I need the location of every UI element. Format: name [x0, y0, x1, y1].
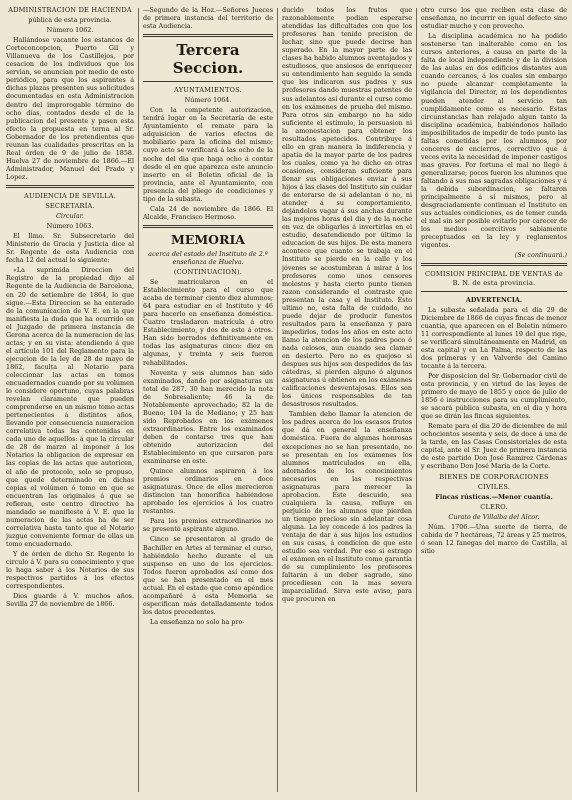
notice-body: Con la competente autorizacion, tendrá lugar en la Secretaría de este Ayuntamiento el remate para la adquisicion de varios efectos de mobiliario para la oficina del mismo; cuyo acto se verificará á las ocho de la noche del dia que haga ocho á contar desde el en que aparezca este anuncio inserto en el Boletin oficial de la provincia, ante el Ayuntamiento, con presencia del pliego de condiciones y tipo de la subasta. [143, 106, 273, 203]
section-subheading: CIVILES. [477, 482, 511, 491]
article-paragraph: La disciplina académica no ha podido sostenerse tan inalterable como en los cursos anteriores, á causa en parte de la falta de local independiente y de la division de las aulas en dos edificios distantes aun cuando cercanos, á los cuales sin embargo no puede alcanzar completamente la vigilancia del Director, ni los dependientes pueden atender al servicio tan cumplidamente como es necesario. Estas circunstancias han relajado algun tanto la disciplina académica, habiéndonos hallado imposibilitados de impedir de todo punto las faltas cometidas por los alumnos, por conceres de encierros, correctivo que á veces evita la necesidad de imponer castigos mas graves. Por fortuna el mal no llegó á generalizarse; pocos fueron los alumnos que faltando á sus mas sagradas obligaciones y á la debida subordinacion, se faltaron principalmente á sí mismos, pero al desgraciadamente continuan el Instituto en sus actuales condiciones, es de temer cunda el mal sin ser posible evitarlo por carecer de los medios coercitivos sabiamente preceptuados en la ley y reglamentos vigentes. [421, 32, 567, 250]
article-paragraph: La enseñanza no solo ha pro- [150, 617, 245, 626]
article-paragraph: Para los premios extraordinarios no se presentó aspirante alguno. [143, 517, 273, 534]
article-title: MEMORIA [170, 231, 246, 247]
section-heading: COMISION PRINCIPAL DE VENTAS de B. N. de esta provincia. [425, 270, 563, 287]
section-subheading: pública de esta provincia. [28, 16, 112, 25]
notice-body: Hallándose vacante los estancos de Corteconcepcion, Puerto Gil y Villanueva de los Castillejos, por cesacion de los individuos que los servian, se anuncian por medio de este periódico, para que los aspirantes á dichas plazas presenten sus solicitudes documentadas en esta Administracion dentro del improrogable término de ocho días, contados desde el de la publicacion del presente y pasen esta efecto la propuesta en terna al Sr. Gobernador de los pretendientes que reunan las cualidades prescritas en la Real órden de 9 de julio de 1858. Huelva 27 de noviembre de 1866.—El Administrador, Manuel del Prado y Lopez. [6, 36, 134, 181]
section-subheading: Circular. [56, 212, 84, 221]
column-4 [421, 6, 567, 798]
article-paragraph: Tambien debo llamar la atencion de los padres acerca de los escasos frutos que dá en general la enseñanza doméstica. Fuera de algunas honrosas excepciones no se han presentado, no se presentan en los exámenes los alumnos matriculados en ella, adornados de los conocimientos necesarios en las respectivas asignaturas para merecer la aprobacion. Este descuido, sea cualquiera la causa, refluye en perjuicio de los alumnos que pierden un tiempo precioso sin adelantar cosa alguna. La ley concede á los padres la ventaja de dar á sus hijos los estudios en sus casas, á condicion de que este estudio sea verdad. Por eso si estrago el exámen en el Instituto como garantía de su cumplimiento los profesores faltarán á un deber sagrado, sino procediesen con la mas severa imparcialidad. Sirva este aviso, para que procuren en [282, 410, 412, 604]
article-paragraph: ducido todos los frutos que razonablemente podian esperarse atendidas las dificultades con que los profesores han tenido precision de luchar, sino que puede decirse han superado. En la mayor parte de las clases ha habido alumnos aventajados y estudiosos, que ansiosos de enriquecer su entendimiento han seguido la senda que les indicaron sus padres y sus profesores dando muestras patentes de sus adelantos así durante el curso como en los exámenes de prueba del mismo. Para otros sin embargo no ha sido suficiente el estímulo, la persuasion ni la amonestacion para obtener los resultados apetecidos. Contribuye á ello en gran manera la indiferencia y apatía de la mayor parte de los padres los cuales, como ya he dicho en otras ocasiones, consideran suficiente para llenar sus obligaciones enviar á sus hijos á las clases del Instituto sin cuidar de enterarse de si adelantan ó no, ni atender á su comportamiento, dejándolos vagar á sus anchas durante las mejores horas del dia y de la noche en vez de obligarles á invertirlas en el estudio, desatendiendo por último la educacion de sus hijos. De esta manera acontece que cuanto se trabaja en el Instituto se pierde en la calle y los jóvenes se acostumbran á mirar á los profesores como unos censores molestos y hasta cierto punto tienen razon considerando el contraste que presentan la casa y el Instituto. Esto ultimo no, esta falta de cuidado, no puede dejar de producir funestos resultados para la enseñanza y para impedirlos, todos los años en este acto llamo la atencion de los padres poco ó nada celosos, aun cuando sea clamar en desierto. Pero no es quejoso si despues sus hijos son despedidos de las cátedras, si pierden alguno ó algunos asignaturas ú obtienen en los exámenes calificaciones desventajosas. Ellos son los únicos responsables de tan desastrosos resultados. [282, 6, 412, 409]
section-subheading: Curato de Villalba del Alcor. [448, 512, 540, 521]
notice-body: «La suprimida Direccion del Registro de la propiedad dijo al Regente de la Audiencia de Barcelona, en 20 de setiembre de 1864, lo que sigue.—Esta Direccion se ha enterado de la comunicacion de V. E. en la que manifiesta la duda que ha ocurrido en el Juzgado de primera instancia de Gerona acerca de la numeracion de las actas; y en su vista: atendiendo á que el artículo 101 del Reglamento para la ejecucion de la ley de 28 de mayo de 1862, faculta al Notario para coleccionar las actas en tomos encuadernados cuando por su volúmen lo considere oportuno, cuyas palabras revelan claramente que pueden comprenderse en un mismo tomo actas pertenecientes á distintos años, llevando por consecuencia numeracion correlativa todas las contenidas en cada uno de aquellos: á que la circular de 28 de marzo al imponer á los Notarios la obligacion de expresar en las copias de las actas que autoricen, el año de protocolo, solo se propuso, que quede determinado en dichas copias el volúmen ó tomo en que se encuentran las originales á que se refieran, este centro directivo ha mandado se manifieste á V. E. que la numeracion de las actas ha de ser correlativa hasta tanto que el Notario juzgue conveniente formar de ellas un tomo encuadernado. [6, 266, 134, 548]
article-continuation: (Se continuará.) [514, 251, 567, 260]
section-heading: AUDIENCIA DE SEVILLA. [23, 191, 116, 200]
article-paragraph: Se matricularon en el Establecimiento para el curso que acaba de terminar ciento diez alumnos; 64 para estudiar en el Instituto y 46 para hacerlo en enseñanza doméstica. Cuatro trasladaron matrícula á otro Establecimiento, y dos de este á otros. Han sido borrados definitivamente en todas las asignaturas cinco: diez en algunas, y treinta y seis fueron rehabilitados. [143, 278, 273, 367]
column-rule [277, 8, 278, 792]
section-divider [6, 185, 134, 188]
section-subheading: ADVERTENCIA. [465, 295, 523, 304]
column-3 [282, 6, 412, 798]
section-divider [143, 34, 273, 37]
article-paragraph: Cinco se presentaron al grado de Bachiller en Artes al terminar el curso, habiéndolo hecho durante el un suspenso en uno de los ejercicios. Todos fueron aprobados así como dos que se han presentado en el mes actual. En el estado que como apéndice acompañaré á esta Memoria se especifican más detalladamente todos los datos precedentes. [143, 535, 273, 616]
section-divider [143, 225, 273, 228]
notice-body: Remate para el dia 20 de diciembre de mil ochocientos sesenta y seis, de doce á una de la tarde, en las Casas Consistoriales de esta capital, ante el Sr. Juez de primera instancia de este partido Don José Ramirez Cárdenas y escribano Don José María de la Corte. [421, 422, 567, 471]
column-2 [143, 6, 273, 798]
section-heading: BIENES DE CORPORACIONES [439, 472, 549, 481]
article-continuation: (CONTINUACION). [173, 267, 243, 276]
notice-body: El Ilmo. Sr. Subsecretario del Ministerio de Gracia y Justicia dice al Sr. Regente de esta Audiencia con fecha 12 del actual lo siguiente: [6, 232, 134, 265]
section-title: Tercera Seccion. [172, 41, 244, 78]
column-rule [416, 8, 417, 792]
section-heading: AYUNTAMIENTOS. [174, 86, 242, 95]
section-subheading: CLERO. [480, 502, 508, 511]
section-divider [421, 263, 567, 266]
article-paragraph: otro curso los que reciben esta clase de enseñanza, no incurrir en igual defecto sino estudiar mucho y con provecho. [421, 6, 567, 31]
notice-body: Y de órden de dicho Sr. Regente lo circulo á V. para su conocimiento y que lo haga saber á los Notarios de sus respectivos partidos á los efectos correspondientes. [6, 550, 134, 591]
notice-body: Dios guarde á V. muchos años. Sevilla 27 de noviembre de 1866. [6, 592, 134, 609]
column-rule [138, 8, 139, 792]
article-paragraph: Quince alumnos aspiraron á los premios ordinarios en doce asignaturas. Once de ellos merecieron distincion tan honorífica habiéndose aprobado los ejercicios á los cuatro restantes. [143, 467, 273, 516]
notice-number: Número 1064. [184, 96, 232, 105]
section-subheading: Fincas rústicas.—Menor cuantía. [435, 492, 553, 501]
article-subtitle: acerca del estado del Instituto de 2.ª enseñanza de Huelva. [148, 249, 268, 266]
article-paragraph: Noventa y seis alumnos han sido examinados, dando por asignaturas un total de 287. 30 han merecido la nota de Sobresaliente; 46 la de Notablemente aprovechado; 82 la de Bueno; 104 la de Mediano; y 25 han sido Reprobados en los exámenes extraordinarios. Entre los examinados deben de contarse tres que han obtenido autorizacion del Establecimiento en que cursaron para examinarse en este. [143, 368, 273, 466]
notice-number: Número 1062. [46, 26, 94, 35]
section-divider [143, 81, 273, 82]
notice-body: —Segundo de la Hoz.—Señores Jueces de primera instancia del territorio de esta Audiencia. [143, 6, 273, 31]
section-heading: ADMINISTRACION DE HACIENDA [8, 6, 132, 14]
notice-body: La subasta señalada para el dia 29 de Diciembre de 1866 de cuyas fincas de menor cuantía, que aparecen en el Boletin número 11 correspondiente al lunes 19 del que rige, se verificará simultáneamente en Madrid, en esta capital y en La Palma, respecto de las dos primeras y en Valverde del Camino tocante á la tercera. [421, 305, 567, 370]
notice-body: Núm. 1706.—Una suerte de tierra, de cabida de 7 hectáreas, 72 áreas y 25 metros, ó sean 12 fanegas del marco de Castilla, al sitio [421, 522, 567, 555]
column-1 [6, 6, 134, 798]
section-subheading: SECRETARÍA. [45, 202, 95, 211]
notice-body: Por disposicion del Sr. Gobernador civil de esta provincia, y en virtud de las leyes de primero de mayo de 1855 y once de julio de 1856 é instrucciones para su cumplimiento, se sacará pública subasta, en el dia y hora que se dirán las fincas siguientes. [421, 371, 567, 421]
section-divider [421, 291, 567, 292]
notice-signature: Cala 24 de noviembre de 1866. El Alcalde, Francisco Hermoso. [143, 204, 273, 221]
notice-number: Número 1063. [46, 222, 94, 231]
